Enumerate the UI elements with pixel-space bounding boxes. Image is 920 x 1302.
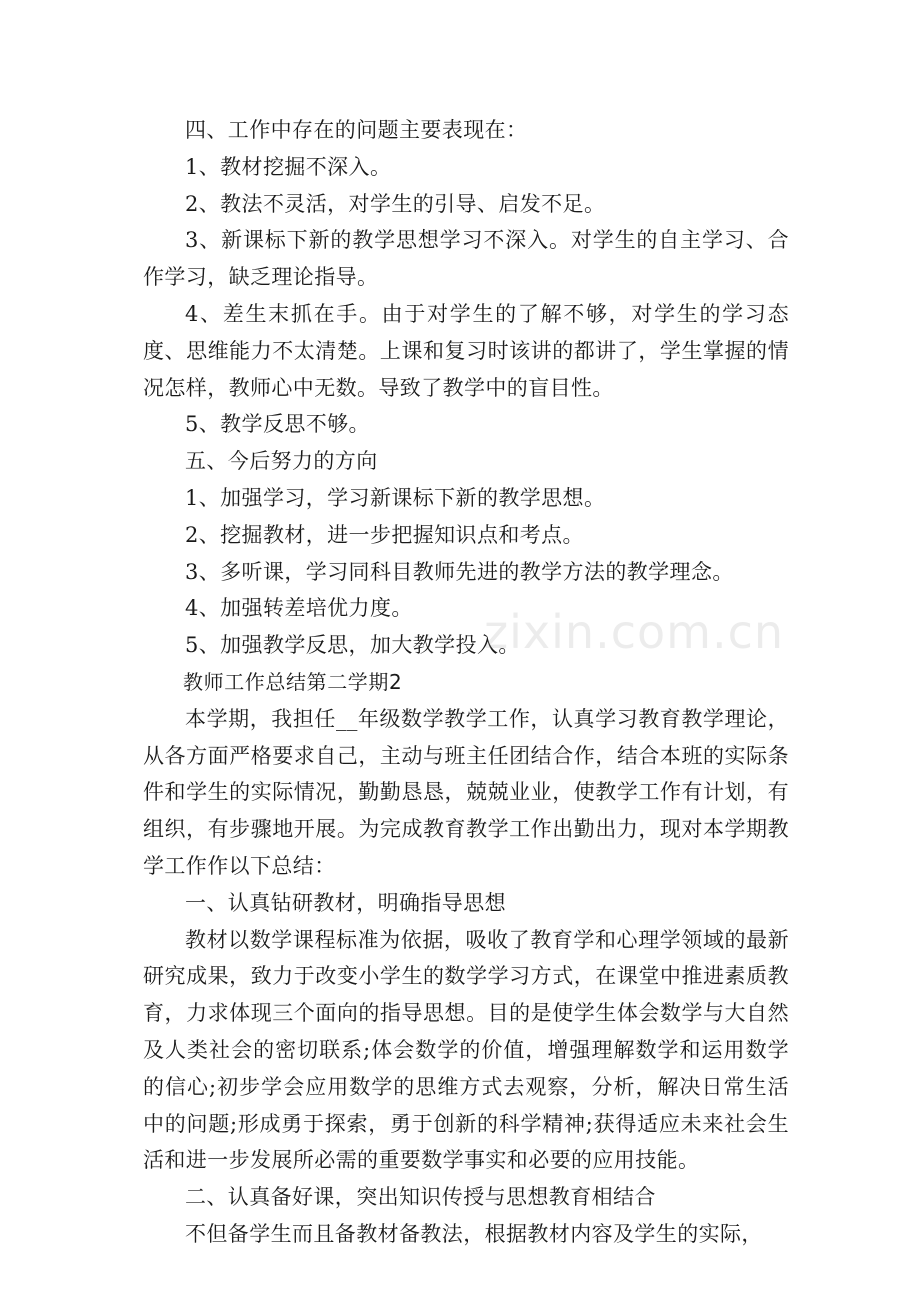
paragraph: 二、认真备好课，突出知识传授与思想教育相结合 (185, 1185, 656, 1210)
document-body (143, 112, 789, 1253)
paragraph: 四、工作中存在的问题主要表现在： (185, 118, 528, 142)
paragraph: 1、加强学习，学习新课标下新的教学思想。 (185, 485, 606, 510)
paragraph: 2、教法不灵活，对学生的引导、启发不足。 (185, 191, 606, 216)
watermark: zixin.com.cn (484, 605, 785, 659)
paragraph: 3、多听课，学习同科目教师先进的教学方法的教学理念。 (185, 559, 734, 584)
paragraph: 2、挖掘教材，进一步把握知识点和考点。 (185, 522, 584, 547)
paragraph: 5、教学反思不够。 (185, 412, 370, 437)
paragraph: 5、加强教学反思，加大教学投入。 (185, 633, 520, 658)
paragraph: 4、加强转差培优力度。 (185, 596, 413, 621)
paragraph: 不但备学生而且备教材备教法，根据教材内容及学生的实际， (185, 1221, 763, 1246)
paragraph: 1、教材挖掘不深入。 (185, 154, 392, 179)
paragraph: 4、差生末抓在手。由于对学生的了解不够，对学生的学习态度、思维能力不太清楚。上课和复习时该讲的都讲了，学生掌握的情况怎样，教师心中无数。导致了教学中的盲目性。 (143, 301, 789, 400)
paragraph: 一、认真钻研教材，明确指导思想 (185, 890, 506, 915)
paragraph: 五、今后努力的方向 (185, 449, 378, 474)
paragraph: 3、新课标下新的教学思想学习不深入。对学生的自主学习、合作学习，缺乏理论指导。 (143, 228, 789, 290)
paragraph: 教材以数学课程标准为依据，吸收了教育学和心理学领域的最新研究成果，致力于改变小学生的数学学习方式，在课堂中推进素质教育，力求体现三个面向的指导思想。目的是使学生体会数学与大自然及人类社会的密切联系;体会数学的价值，增强理解数学和运用数学的信心;初步学会应用数学的思维方式去观察，分析，解决日常生活中的问题;形成勇于探索，勇于创新的科学精神;获得适应未来社会生活和进一步发展所必需的重要数学事实和必要的应用技能。 (143, 927, 789, 1173)
paragraph: 本学期，我担任__年级数学教学工作，认真学习教育教学理论，从各方面严格要求自己，主动与班主任团结合作，结合本班的实际条件和学生的实际情况，勤勤恳恳，兢兢业业，使教学工作有计划，有组织，有步骤地开展。为完成教育教学工作出勤出力，现对本学期教学工作作以下总结： (143, 706, 789, 878)
section-title: 教师工作总结第二学期2 (183, 669, 403, 694)
